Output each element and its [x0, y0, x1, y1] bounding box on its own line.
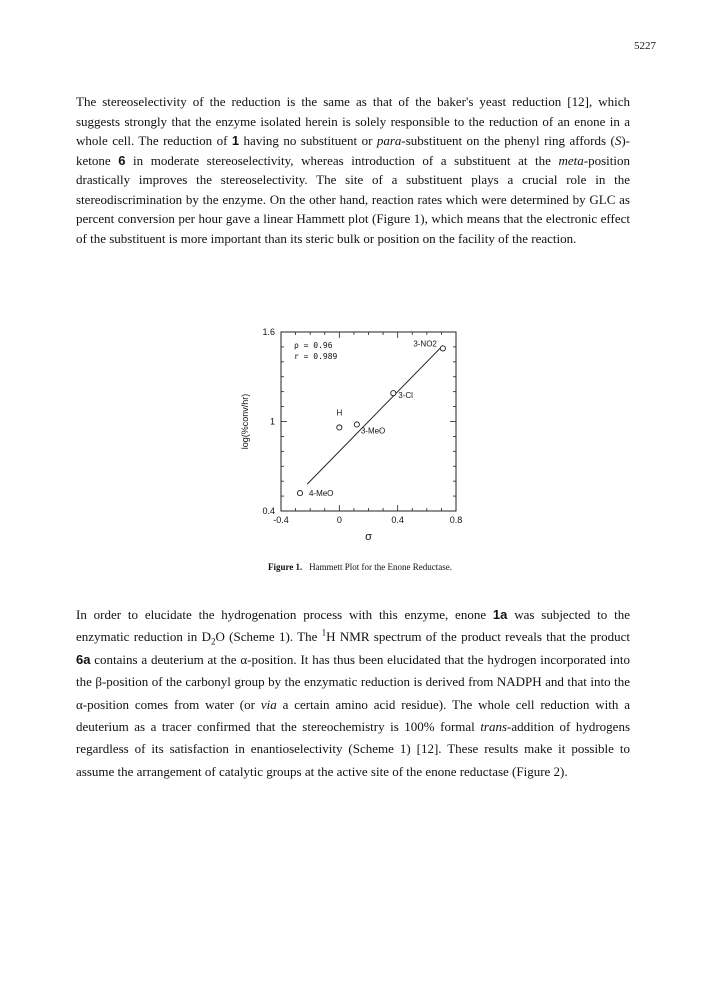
text-run: having no substituent or	[239, 133, 377, 148]
x-tick-label: 0.8	[449, 515, 463, 525]
data-point	[440, 346, 445, 351]
figure-caption	[0, 562, 720, 572]
annotation-1: r = 0.989	[294, 352, 338, 361]
text-run: -substituent on the phenyl ring affords (	[401, 133, 615, 148]
page-number: 5227	[634, 40, 656, 52]
text-run: )-ketone	[76, 133, 631, 168]
figure-caption-text: Hammett Plot for the Enone Reductase.	[309, 562, 453, 572]
text-run: in moderate stereoselectivity, whereas introduction of a substituent at the	[125, 152, 559, 168]
y-axis-label: log(%conv/hr)	[240, 393, 250, 450]
text-run: H NMR spectrum of the product reveals that the product	[326, 629, 630, 645]
y-tick-label: 1.6	[262, 327, 275, 337]
text-run: 1	[231, 133, 240, 148]
paragraph-1	[76, 92, 630, 248]
text-run: The stereoselectivity of the reduction is the same as that of the baker's yeast reduction [12], which suggests strongly that the enzyme isolated herein is solely responsible to the reduction of an enone in a whole cell. The reduction of	[76, 94, 630, 148]
figure-caption-label: Figure 1.	[267, 562, 303, 572]
data-point-label: 3-MeO	[360, 426, 386, 436]
text-run: via	[260, 696, 277, 712]
data-point	[297, 491, 302, 496]
text-run: S	[614, 133, 622, 148]
data-point	[354, 422, 359, 427]
text-run: 6	[118, 152, 126, 168]
y-tick-label: 1	[269, 416, 275, 427]
data-point	[337, 425, 342, 430]
text-run: contains a deuterium at the α-position. It has thus been elucidated that the hydrogen incorporated into the β-position of the carbonyl group by the enzymatic reduction is derived from NADPH and that into the α-position comes from water (or	[76, 651, 630, 712]
text-run: a certain amino acid residue). The whole cell reduction with a deuterium as a tracer confirmed that the stereochemistry is 100% formal	[76, 696, 630, 735]
x-tick-label: -0.4	[273, 515, 289, 525]
text-run: trans	[480, 719, 508, 735]
paragraph-2	[76, 604, 630, 783]
text-run: 6a	[76, 651, 91, 667]
text-run: 1	[321, 628, 327, 639]
text-run: meta	[558, 152, 584, 168]
text-run: -position drastically improves the stereoselectivity. The site of a substituent plays a crucial role in the stereodiscrimination by the enzyme. On the other hand, reaction rates which were determined by GLC as percent conversion per hour gave a linear Hammett plot (Figure 1), which means that the electronic effect of the substituent is more important than its steric bulk or position on the facility of the reaction.	[76, 152, 630, 246]
x-tick-label: 0.4	[391, 515, 404, 525]
text-run: 2	[210, 637, 216, 647]
data-point-label: 4-MeO	[308, 489, 334, 499]
text-run: 1a	[492, 607, 508, 622]
text-run: In order to elucidate the hydrogenation process with this enzyme, enone	[76, 607, 493, 622]
text-run: was subjected to the enzymatic reduction in D	[76, 607, 630, 645]
figure-1-hammett-plot	[226, 324, 476, 554]
data-point-label: H	[336, 408, 343, 418]
text-run: O (Scheme 1). The	[215, 629, 322, 645]
data-point-label: 3-NO2	[413, 339, 437, 349]
annotation-0: ρ = 0.96	[294, 341, 333, 350]
fit-line	[307, 345, 443, 484]
hammett-chart	[226, 324, 476, 554]
text-run: -addition of hydrogens regardless of its satisfaction in enantioselectivity (Scheme 1) [12]. These results make it possible to assume the arrangement of catalytic groups at the active site of the enone reductase (Figure 2).	[76, 719, 630, 779]
x-axis-label: σ	[365, 531, 372, 543]
data-point-label: 3-Cl	[398, 391, 413, 401]
x-tick-label: 0	[336, 515, 342, 525]
data-point	[391, 391, 396, 396]
text-run: para	[376, 133, 402, 148]
y-tick-label: 0.4	[262, 506, 275, 516]
